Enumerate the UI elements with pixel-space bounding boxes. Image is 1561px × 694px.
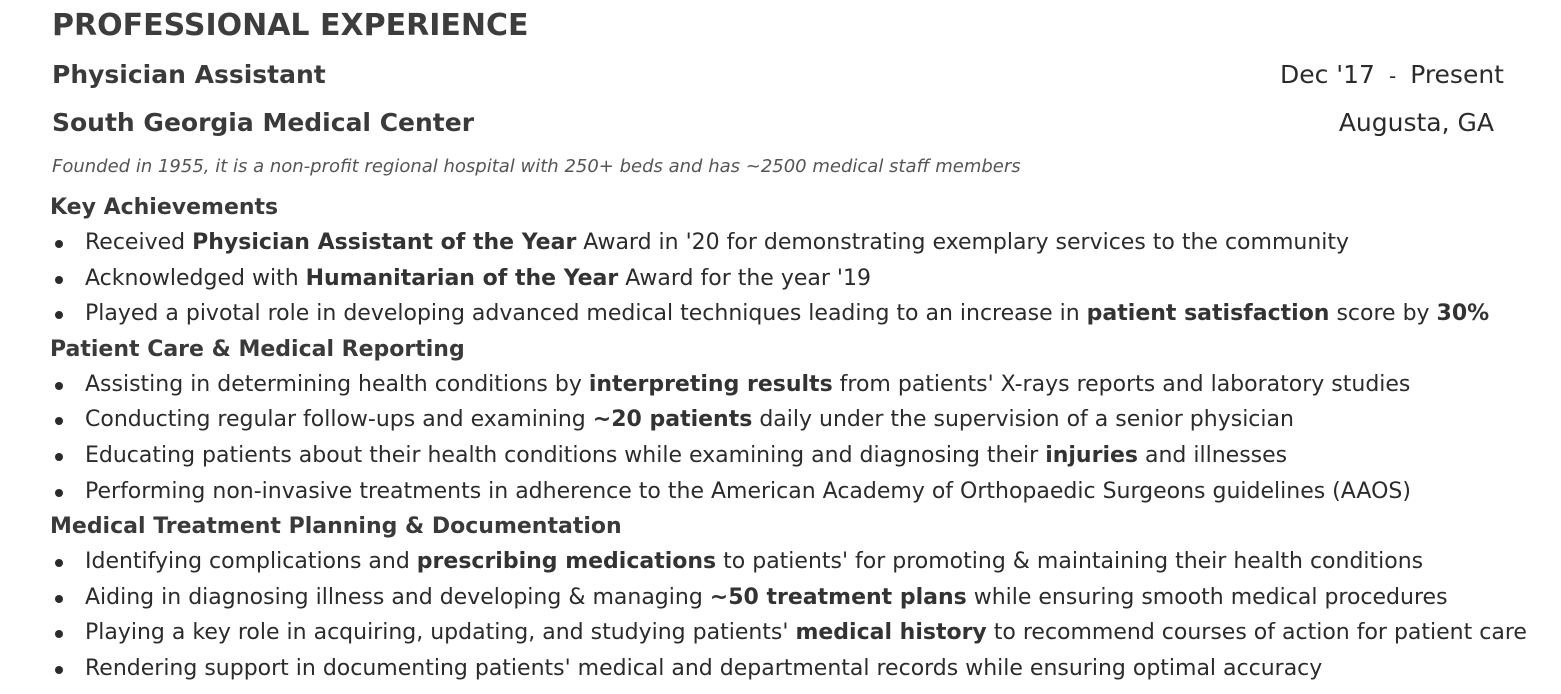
bullet-text: daily under the supervision of a senior physician [752,407,1294,433]
bullet-item [50,544,1530,580]
achievement-group [50,509,1530,686]
bullet-text: Identifying complications and [85,549,417,575]
bullet-text: Educating patients about their health conditions while examining and diagnosing their [85,442,1046,468]
bullet-text: Played a pivotal role in developing advanced medical techniques leading to an increase in [85,301,1087,327]
bullet-text: Received [85,230,193,255]
group-heading: Medical Treatment Planning & Documentation [50,514,622,540]
bullet-list [50,544,1530,686]
company-description: Founded in 1955, it is a non-profit regional hospital with 250+ beds and has ~2500 medical staff members [52,156,1021,177]
bullet-emphasis: patient satisfaction [1086,301,1330,327]
group-heading: Patient Care & Medical Reporting [50,336,465,362]
achievement-group [50,332,1530,509]
bullet-text: to patients' for promoting & maintaining their health conditions [716,549,1424,575]
bullet-emphasis: interpreting results [588,371,833,397]
bullet-text: score by [1329,301,1437,327]
bullet-item [50,438,1530,474]
bullet-list [50,225,1530,332]
bullet-emphasis: prescribing medications [416,549,717,575]
bullet-emphasis: injuries [1045,442,1138,468]
bullet-item [50,296,1530,332]
bullet-dot-icon [55,311,63,319]
bullet-emphasis: Humanitarian of the Year [305,265,619,291]
bullet-emphasis: Physician Assistant of the Year [192,230,577,255]
bullet-dot-icon [55,382,63,390]
bullet-text: while ensuring smooth medical procedures [966,584,1448,610]
bullet-dot-icon [55,595,63,603]
bullet-item [50,474,1530,510]
bullet-dot-icon [55,666,63,674]
bullet-text: Playing a key role in acquiring, updating, and studying patients' [85,620,796,646]
bullet-text: to recommend courses of action for patient care [986,620,1527,646]
bullet-item [50,402,1530,438]
job-dates [1280,60,1504,89]
job-title: Physician Assistant [52,60,326,89]
bullet-dot-icon [55,240,63,248]
bullet-text: Assisting in determining health conditions by [85,371,589,397]
bullet-item [50,225,1530,261]
bullet-text: Performing non-invasive treatments in adherence to the American Academy of Orthopaedic Surgeons guidelines (AAOS) [85,478,1411,504]
bullet-dot-icon [55,417,63,425]
job-location: Augusta, GA [1338,108,1494,137]
date-end: Present [1410,60,1504,89]
bullet-dot-icon [55,276,63,284]
bullet-text: Rendering support in documenting patients' medical and departmental records while ensuring optimal accuracy [85,655,1323,681]
bullet-item [50,580,1530,616]
bullet-text: Acknowledged with [85,265,306,291]
bullet-dot-icon [55,630,63,638]
bullet-item [50,615,1530,651]
section-title: PROFESSIONAL EXPERIENCE [52,8,529,43]
achievement-group [50,190,1530,332]
date-start: Dec '17 [1279,60,1375,89]
bullet-item [50,367,1530,403]
bullet-text: Aiding in diagnosing illness and developing & managing [85,584,710,610]
bullet-dot-icon [55,489,63,497]
bullet-item [50,651,1530,687]
bullet-text: Award for the year '19 [618,265,871,291]
bullet-list [50,367,1530,509]
group-heading: Key Achievements [50,195,279,220]
bullet-text: Award in '20 for demonstrating exemplary services to the community [576,230,1350,255]
bullet-dot-icon [55,559,63,567]
bullet-item [50,261,1530,297]
bullet-text: and illnesses [1138,442,1288,468]
bullet-emphasis: ~50 treatment plans [709,584,967,610]
bullet-dot-icon [55,453,63,461]
experience-details [50,190,1530,687]
bullet-emphasis: medical history [795,620,987,646]
company-name: South Georgia Medical Center [52,108,475,137]
date-separator: - [1388,64,1397,88]
bullet-emphasis: ~20 patients [592,407,753,433]
bullet-emphasis: 30% [1436,301,1490,327]
bullet-text: Conducting regular follow-ups and examining [85,407,593,433]
bullet-text: from patients' X-rays reports and laboratory studies [832,371,1411,397]
